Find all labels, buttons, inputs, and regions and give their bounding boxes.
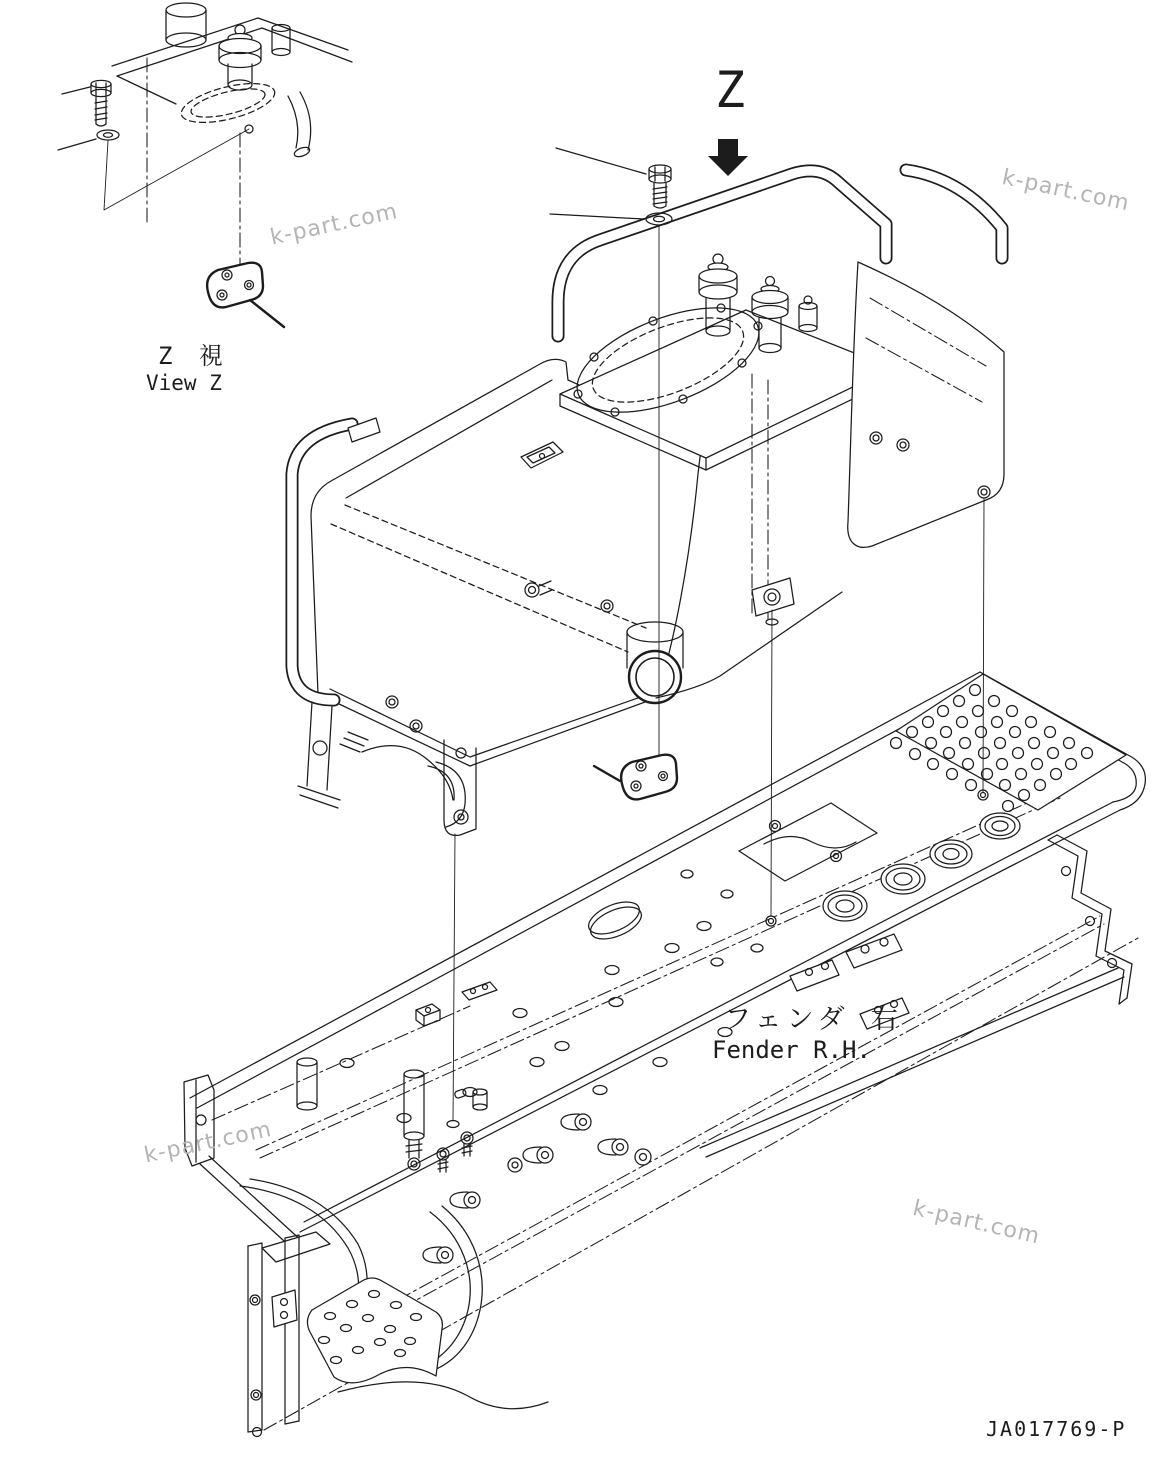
access-panel [739,803,877,881]
view-z-label-en: View Z [146,371,222,395]
rear-panel [848,262,1004,547]
outlet-flange [752,578,794,625]
mount-bracket [594,755,677,800]
view-z-bracket [207,263,284,327]
watermark-top-left: k-part.com [268,199,401,251]
mount-bolt [649,165,671,208]
view-direction-marker [708,139,748,176]
view-direction-arrow-icon [708,139,748,176]
step-plate-right [891,674,1127,812]
watermark-bottom-right: k-part.com [910,1196,1043,1250]
obround-hole [584,895,644,940]
view-z-washer [97,130,119,140]
watermark-top-right: k-part.com [999,165,1132,217]
support-posts [297,982,497,1172]
z-marker-label: Z [714,61,746,119]
step-plate-left [307,1278,442,1383]
view-z-detail [58,3,352,327]
view-z-label-jp: Z 視 [158,342,229,370]
hydraulic-tank-assembly [298,254,892,835]
drawing-number: JA017769-P [986,1417,1127,1441]
plug-grommets [423,1114,651,1263]
fender-label-jp: フェンダ 右 [724,1004,903,1035]
view-z-bolt [91,80,111,126]
fender-label-en: Fender R.H. [712,1036,871,1064]
watermark-bottom-left: k-part.com [142,1117,275,1169]
